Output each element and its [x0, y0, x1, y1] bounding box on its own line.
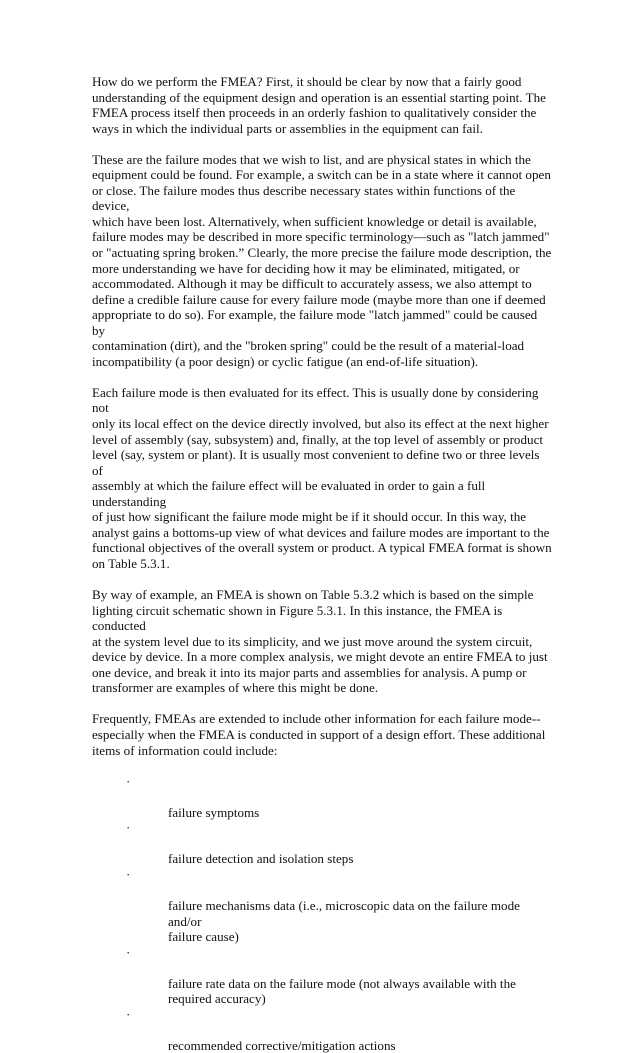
list-item-text: failure detection and isolation steps — [168, 851, 354, 867]
bullet-icon: · — [126, 820, 131, 836]
paragraph-fmea-intro: How do we perform the FMEA? First, it should be clear by now that a fairly good understanding of the equipment design and operation is an essential starting point. The FMEA process itself then proceeds in an orderly fashion to qualitatively consider the ways in which the individual parts or assemblies in the equipment can fail. — [92, 74, 546, 136]
list-item — [92, 774, 552, 821]
list-item — [92, 867, 552, 945]
document-page — [92, 74, 552, 1053]
paragraph-extended-info: Frequently, FMEAs are extended to include other information for each failure mode-- especially when the FMEA is conducted in support of a design effort. These additional items of information could include: — [92, 711, 546, 758]
list-item-text: failure mechanisms data (i.e., microscopic data on the failure mode and/or failure cause) — [168, 897, 520, 945]
bullet-icon: · — [126, 866, 131, 882]
bullet-icon: · — [126, 944, 131, 960]
list-item — [92, 1007, 552, 1053]
information-items-list — [92, 774, 552, 1053]
list-item-text: recommended corrective/mitigation actions — [168, 1037, 396, 1053]
list-item — [92, 945, 552, 1007]
paragraph-failure-modes: These are the failure modes that we wish to list, and are physical states in which the equipment could be found. For example, a switch can be in a state where it cannot open or close. The failure modes thus describe necessary states within functions of the device, which have been lost. Alternatively, when sufficient knowledge or detail is available, failure modes may be described in more specific terminology—such as "latch jammed" or "actuating spring broken.” Clearly, the more precise the failure mode description, the more understanding we have for deciding how it may be eliminated, mitigated, or accommodated. Although it may be difficult to accurately assess, we also attempt to define a credible failure cause for every failure mode (maybe more than one if deemed appropriate to do so). For example, the failure mode "latch jammed" could be caused by contamination (dirt), and the "broken spring" could be the result of a material-load incompatibility (a poor design) or cyclic fatigue (an end-of-life situation). — [92, 151, 552, 369]
bullet-icon: · — [126, 773, 131, 789]
list-item-text: failure rate data on the failure mode (not always available with the required accuracy) — [168, 975, 516, 1007]
paragraph-failure-effects: Each failure mode is then evaluated for its effect. This is usually done by considering not only its local effect on the device directly involved, but also its effect at the next higher level of assembly (say, subsystem) and, finally, at the top level of assembly or product level (say, system or plant). It is usually most convenient to define two or three levels of assembly at which the failure effect will be evaluated in order to gain a full understanding of just how significant the failure mode might be if it should occur. In this way, the analyst gains a bottoms-up view of what devices and failure modes are important to the functional objectives of the overall system or product. A typical FMEA format is shown on Table 5.3.1. — [92, 384, 552, 571]
list-item — [92, 820, 552, 867]
bullet-icon: · — [126, 1006, 131, 1022]
list-item-text: failure symptoms — [168, 804, 260, 820]
paragraph-example: By way of example, an FMEA is shown on Table 5.3.2 which is based on the simple lighting circuit schematic shown in Figure 5.3.1. In this instance, the FMEA is conducted at the system level due to its simplicity, and we just move around the system circuit, device by device. In a more complex analysis, we might devote an entire FMEA to just one device, and break it into its major parts and assemblies for analysis. A pump or transformer are examples of where this might be done. — [92, 587, 548, 696]
